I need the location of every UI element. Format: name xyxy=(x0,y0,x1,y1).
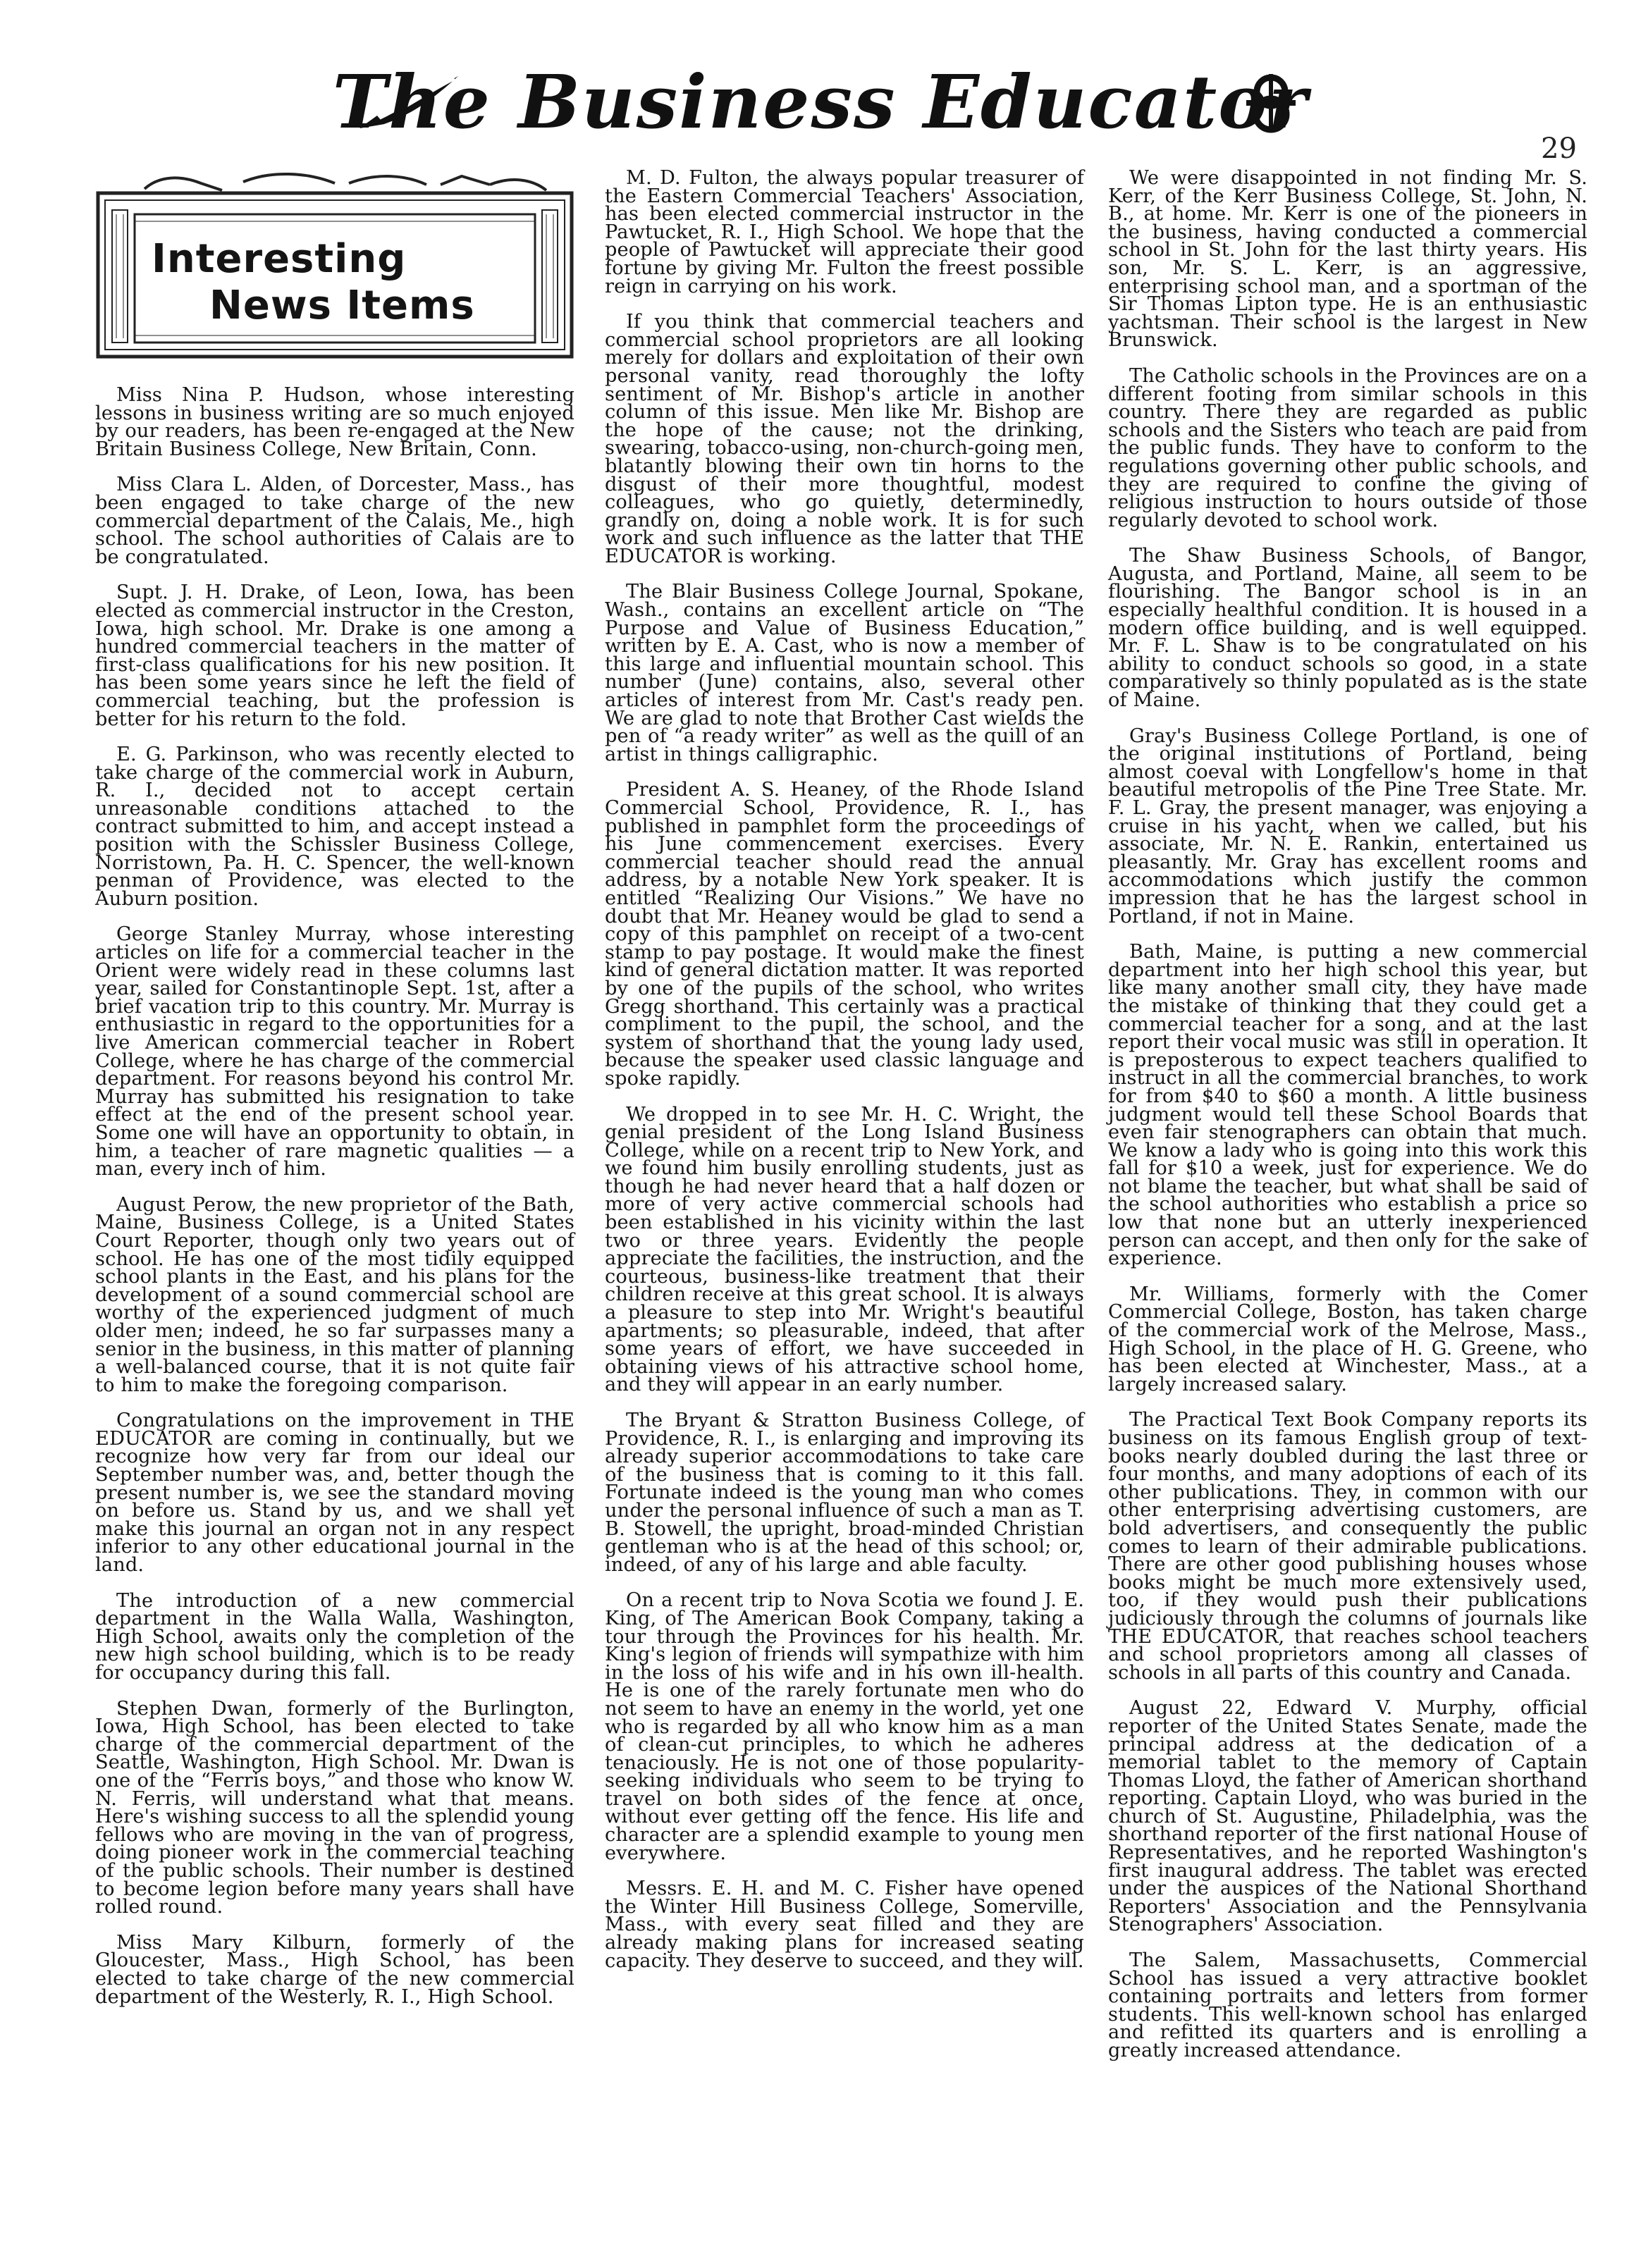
column-1 xyxy=(95,169,574,2023)
news-paragraph: The Shaw Business Schools, of Bangor, Augusta, and Portland, Maine, all seem to be flourishing. The Bangor school is in an especially healthful condition. It is housed in a modern office building, and is well equipped. Mr. F. L. Shaw is to be congratulated on his ability to conduct schools so good, in a state comparatively so thinly populated as is the state of Maine. xyxy=(1108,545,1587,712)
news-paragraph: Messrs. E. H. and M. C. Fisher have opened the Winter Hill Business College, Somerville, Mass., with every seat filled and they are already making plans for increased seating capacity. They deserve to succeed, and they will. xyxy=(605,1878,1084,1972)
news-paragraph: Miss Mary Kilburn, formerly of the Gloucester, Mass., High School, has been elected to take charge of the new commercial department of the Westerly, R. I., High School. xyxy=(95,1931,574,2008)
column-2 xyxy=(605,169,1084,1987)
news-paragraph: If you think that commercial teachers and commercial school proprietors are all looking merely for dollars and exploitation of their own personal vanity, read thoroughly the lofty sentiment of Mr. Bishop's article in another column of this issue. Men like Mr. Bishop are the hope of the cause; not the drinking, swearing, tobacco-using, non-church-going men, blatantly blowing their own tin horns to the disgust of their more thoughtful, modest colleagues, who go quietly, determinedly, grandly on, doing a noble work. It is for such work and such influence as the latter that THE EDUCATOR is working. xyxy=(605,311,1084,567)
section-header-line1: Interesting xyxy=(152,236,407,282)
news-paragraph: The Practical Text Book Company reports its business on its famous English group of text-books nearly doubled during the last three or four months, and many adoptions of each of its other publications. They, in common with our other enterprising advertising customers, are bold advertisers, and consequently the public comes to learn of their admirable publications. There are other good publishing houses whose books might be much more extensively used, too, if they would push their publications judiciously through the columns of journals like THE EDUCATOR, that reaches school teachers and school proprietors among all classes of schools in all parts of this country and Canada. xyxy=(1108,1409,1587,1684)
ornament-icon xyxy=(1239,70,1303,134)
page-number: 29 xyxy=(1541,132,1577,165)
masthead-title: The Business Educator xyxy=(332,58,1309,145)
news-paragraph: Miss Clara L. Alden, of Dorcester, Mass., has been engaged to take charge of the new commercial department of the Calais, Me., high school. The school authorities of Calais are to be congratulated. xyxy=(95,474,574,568)
news-paragraph: We were disappointed in not finding Mr. S. Kerr, of the Kerr Business College, St. John, N. B., at home. Mr. Kerr is one of the pioneers in the business, having conducted a commercial school in St. John for the last thirty years. His son, Mr. S. L. Kerr, is an aggressive, enterprising school man, and a sportman of the Sir Thomas Lipton type. He is an enthusiastic yachtsman. Their school is the largest in New Brunswick. xyxy=(1108,167,1587,352)
news-paragraph: Stephen Dwan, formerly of the Burlington, Iowa, High School, has been elected to take charge of the commercial department of the Seattle, Washington, High School. Mr. Dwan is one of the “Ferris boys,” and those who know W. N. Ferris, will understand what that means. Here's wishing success to all the splendid young fellows who are moving in the van of progress, doing pioneer work in the commercial teaching of the public schools. Their number is destined to become legion before many years shall have rolled round. xyxy=(95,1697,574,1918)
news-paragraph: Gray's Business College Portland, is one of the original institutions of Portland, being almost coeval with Longfellow's home in that beautiful metropolis of the Pine Tree State. Mr. F. L. Gray, the present manager, was enjoying a cruise in his yacht, when we called, but his associate, Mr. N. E. Rankin, entertained us pleasantly. Mr. Gray has excellent rooms and accommodations which justify the common impression that he has the largest school in Portland, if not in Maine. xyxy=(1108,725,1587,927)
masthead xyxy=(0,49,1641,165)
section-header-box xyxy=(95,169,574,359)
news-paragraph: Mr. Williams, formerly with the Comer Commercial College, Boston, has taken charge of the commercial work of the Melrose, Mass., High School, in the place of H. G. Greene, who has been elected at Winchester, Mass., at a largely increased salary. xyxy=(1108,1283,1587,1395)
news-paragraph: Bath, Maine, is putting a new commercial department into her high school this year, but like many another small city, they have made the mistake of thinking that they could get a commercial teacher for a song, and at the last report their vocal music was still in operation. It is preposterous to expect teachers qualified to instruct in all the commercial branches, to work for from $40 to $60 a month. A little business judgment would tell these School Boards that even fair stenographers can obtain that much. We know a lady who is going into this work this fall for $10 a week, just for experience. We do not blame the teacher, but what shall be said of the school authorities who establish a price so low that none but an utterly inexperienced person can accept, and then only for the sake of experience. xyxy=(1108,941,1587,1270)
news-paragraph: The Blair Business College Journal, Spokane, Wash., contains an excellent article on “The Purpose and Value of Business Education,” written by E. A. Cast, who is now a member of this large and influential mountain school. This number (June) contains, also, several other articles of interest from Mr. Cast's ready pen. We are glad to note that Brother Cast wields the pen of “a ready writer” as well as the quill of an artist in things calligraphic. xyxy=(605,581,1084,765)
news-paragraph: E. G. Parkinson, who was recently elected to take charge of the commercial work in Auburn, R. I., decided not to accept certain unreasonable conditions attached to the contract submitted to him, and accept instead a position with the Schissler Business College, Norristown, Pa. H. C. Spencer, the well-known penman of Providence, was elected to the Auburn position. xyxy=(95,744,574,910)
news-paragraph: George Stanley Murray, whose interesting articles on life for a commercial teacher in the Orient were widely read in these columns last year, sailed for Constantinople Sept. 1st, after a brief vacation trip to this country. Mr. Murray is enthusiastic in regard to the opportunities for a live American commercial teacher in Robert College, where he has charge of the commercial department. For reasons beyond his control Mr. Murray has submitted his resignation to take effect at the end of the present school year. Some one will have an opportunity to obtain, in him, a teacher of rare magnetic qualities — a man, every inch of him. xyxy=(95,923,574,1181)
section-header-line2: News Items xyxy=(209,283,475,328)
news-paragraph: M. D. Fulton, the always popular treasurer of the Eastern Commercial Teachers' Association, has been elected commercial instructor in the Pawtucket, R. I., High School. We hope that the people of Pawtucket will appreciate their good fortune by giving Mr. Fulton the freest possible reign in carrying on his work. xyxy=(605,167,1084,297)
news-paragraph: Supt. J. H. Drake, of Leon, Iowa, has been elected as commercial instructor in the Creston, Iowa, high school. Mr. Drake is one among a hundred commercial teachers in the matter of first-class qualifications for his new position. It has been some years since he left the field of commercial teaching, but the profession is better for his return to the fold. xyxy=(95,581,574,730)
news-paragraph: August 22, Edward V. Murphy, official reporter of the United States Senate, made the principal address at the dedication of a memorial tablet to the memory of Captain Thomas Lloyd, the father of American shorthand reporting. Captain Lloyd, who was buried in the church of St. Augustine, Philadelphia, was the shorthand reporter of the first national House of Representatives, and he reported Washington's first inaugural address. The tablet was erected under the auspices of the National Shorthand Reporters' Association and the Pennsylvania Stenographers' Association. xyxy=(1108,1697,1587,1936)
news-paragraph: The Bryant & Stratton Business College, of Providence, R. I., is enlarging and improving its already superior accommodations to take care of the business that is coming to it this fall. Fortunate indeed is the young man who comes under the personal influence of such a man as T. B. Stowell, the upright, broad-minded Christian gentleman who is at the head of this school; or, indeed, of any of his large and able faculty. xyxy=(605,1410,1084,1576)
section-header-title xyxy=(152,236,546,329)
news-paragraph: We dropped in to see Mr. H. C. Wright, the genial president of the Long Island Business College, while on a recent trip to New York, and we found him busily enrolling students, just as though he had never heard that a half dozen or more of very active commercial schools had been established in his vicinity within the last two or three years. Evidently the people appreciate the facilities, the instruction, and the courteous, business-like treatment that their children receive at this great school. It is always a pleasure to step into Mr. Wright's beautiful apartments; so pleasurable, indeed, that after some years of effort, we have succeeded in obtaining views of his attractive school home, and they will appear in an early number. xyxy=(605,1103,1084,1396)
news-paragraph: Miss Nina P. Hudson, whose interesting lessons in business writing are so much enjoyed by our readers, has been re-engaged at the New Britain Business College, New Britain, Conn. xyxy=(95,384,574,460)
news-paragraph: The introduction of a new commercial department in the Walla Walla, Washington, High School, awaits only the completion of the new high school building, which is to be ready for occupancy during this fall. xyxy=(95,1589,574,1684)
news-paragraph: The Catholic schools in the Provinces are on a different footing from similar schools in this country. There they are regarded as public schools and the Sisters who teach are paid from the public funds. They have to conform to the regulations governing other public schools, and they are required to confine the giving of religious instruction to hours outside of those regularly devoted to school work. xyxy=(1108,364,1587,531)
news-paragraph: August Perow, the new proprietor of the Bath, Maine, Business College, is a United States Court Reporter, though only two years out of school. He has one of the most tidily equipped school plants in the East, and his plans for the development of a sound commercial school are worthy of the experienced judgment of much older men; indeed, he so far surpasses many a senior in the business, in this matter of planning a well-balanced course, that it is not quite fair to him to make the foregoing comparison. xyxy=(95,1193,574,1396)
news-paragraph: On a recent trip to Nova Scotia we found J. E. King, of The American Book Company, taking a tour through the Provinces for his health. Mr. King's legion of friends will sympathize with him in the loss of his wife and in his own ill-health. He is one of the rarely fortunate men who do not seem to have an enemy in the world, yet one who is regarded by all who know him as a man of clean-cut principles, to which he adheres tenaciously. He is not one of those popularity-seeking individuals who seem to be trying to travel on both sides of the fence at once, without ever getting off the fence. His life and character are a splendid example to young men everywhere. xyxy=(605,1589,1084,1864)
news-paragraph: The Salem, Massachusetts, Commercial School has issued a very attractive booklet containing portraits and letters from former students. This well-known school has enlarged and refitted its quarters and is enrolling a greatly increased attendance. xyxy=(1108,1949,1587,2061)
column-3 xyxy=(1108,169,1587,2078)
news-paragraph: Congratulations on the improvement in THE EDUCATOR are coming in continually, but we recognize how very far from our ideal our September number was, and, better though the present number is, we see the standard moving on before us. Stand by us, and we shall yet make this journal an organ not in any respect inferior to any other educational journal in the land. xyxy=(95,1410,574,1577)
news-paragraph: President A. S. Heaney, of the Rhode Island Commercial School, Providence, R. I., has published in pamphlet form the proceedings of his June commencement exercises. Every commercial teacher should read the annual address, by a notable New York speaker. It is entitled “Realizing Our Visions.” We have no doubt that Mr. Heaney would be glad to send a copy of this pamphlet on receipt of a two-cent stamp to pay postage. It would make the finest kind of general dictation matter. It was reported by one of the pupils of the school, who writes Gregg shorthand. This certainly was a practical compliment to the pupil, the school, and the system of shorthand that the young lady used, because the speaker used classic language and spoke rapidly. xyxy=(605,779,1084,1090)
